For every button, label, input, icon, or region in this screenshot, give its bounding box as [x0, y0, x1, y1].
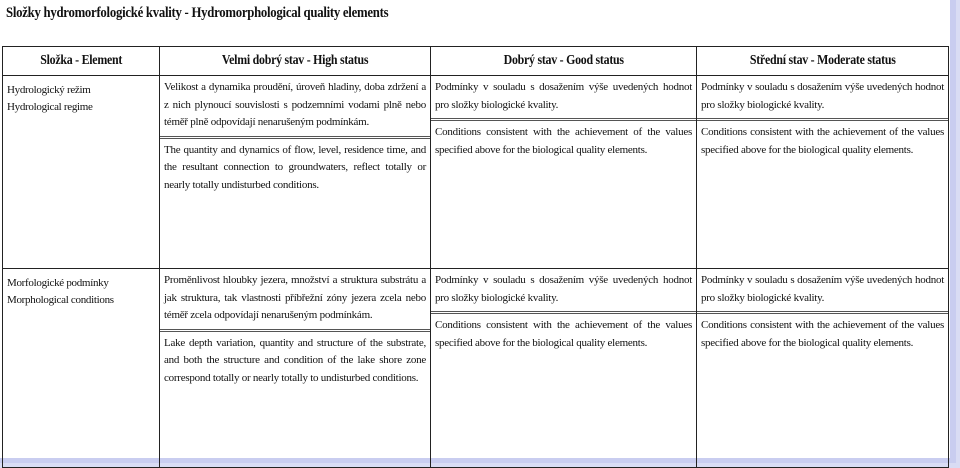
moderate-status-cz: Podmínky v souladu s dosažením výše uvedených hodnot pro složky biologické kvality. — [701, 274, 944, 304]
high-status-en: Lake depth variation, quantity and structure of the substrate, and both the structure and condition of the lake shore zone correspond totally or nearly totally to undisturbed conditions. — [160, 329, 430, 392]
moderate-status-cell — [697, 76, 949, 269]
good-status-cell — [431, 76, 697, 269]
moderate-status-en: Conditions consistent with the achievement of the values specified above for the biological quality elements. — [697, 311, 948, 356]
quality-elements-table — [2, 46, 949, 468]
good-status-en: Conditions consistent with the achievement of the values specified above for the biological quality elements. — [431, 311, 696, 356]
high-status-en: The quantity and dynamics of flow, level, residence time, and the resultant connection to groundwaters, reflect totally or nearly totally undisturbed conditions. — [160, 136, 430, 199]
high-status-cell — [160, 76, 431, 269]
good-status-en: Conditions consistent with the achievement of the values specified above for the biological quality elements. — [431, 118, 696, 163]
header-good-status: Dobrý stav - Good status — [431, 47, 697, 76]
good-status-cell — [431, 269, 697, 468]
element-cell — [3, 76, 160, 269]
page-title: Složky hydromorfologické kvality - Hydromorphological quality elements — [6, 5, 389, 21]
element-name-cz: Hydrologický režim — [7, 84, 91, 96]
header-moderate-status: Střední stav - Moderate status — [697, 47, 949, 76]
element-name-cz: Morfologické podmínky — [7, 277, 109, 289]
high-status-cz: Velikost a dynamika proudění, úroveň hladiny, doba zdržení a z nich plynoucí souvislosti s podzemními vodami plně nebo téměř plně odpovídají nenarušeným podmínkám. — [164, 81, 426, 128]
table-header-row — [3, 47, 949, 76]
moderate-status-cell — [697, 269, 949, 468]
element-name-en: Hydrological regime — [7, 101, 93, 113]
table-row — [3, 269, 949, 468]
element-cell — [3, 269, 160, 468]
high-status-cz: Proměnlivost hloubky jezera, množství a struktura substrátu a jak struktura, tak vlastnosti příbřežní zóny jezera zcela nebo téměř zcela odpovídají nenarušeným podmínkám. — [164, 274, 426, 321]
moderate-status-en: Conditions consistent with the achievement of the values specified above for the biological quality elements. — [697, 118, 948, 163]
header-high-status: Velmi dobrý stav - High status — [160, 47, 431, 76]
element-name-en: Morphological conditions — [7, 294, 114, 306]
good-status-cz: Podmínky v souladu s dosažením výše uvedených hodnot pro složky biologické kvality. — [435, 81, 692, 111]
table-row — [3, 76, 949, 269]
good-status-cz: Podmínky v souladu s dosažením výše uvedených hodnot pro složky biologické kvality. — [435, 274, 692, 304]
moderate-status-cz: Podmínky v souladu s dosažením výše uvedených hodnot pro složky biologické kvality. — [701, 81, 944, 111]
high-status-cell — [160, 269, 431, 468]
header-element: Složka - Element — [3, 47, 160, 76]
